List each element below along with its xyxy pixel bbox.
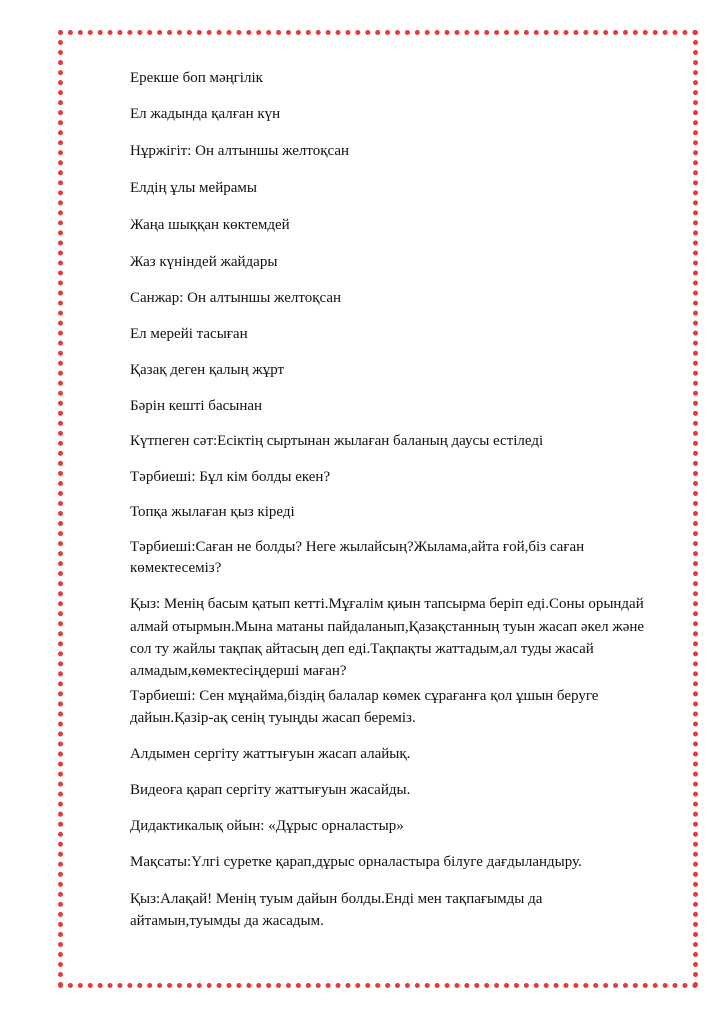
text-line: Тәрбиеші: Бұл кім болды екен? — [130, 469, 331, 485]
text-line: Жаңа шыққан көктемдей — [130, 217, 290, 233]
text-line: Топқа жылаған қыз кіреді — [130, 504, 295, 520]
text-line: Ерекше боп мәңгілік — [130, 70, 263, 86]
text-line: Тәрбиеші:Саған не болды? Неге жылайсың?Жылама,айта ғой,біз саған — [130, 539, 585, 555]
text-line: Мақсаты:Үлгі суретке қарап,дұрыс орналастыра білуге дағдыландыру. — [130, 854, 582, 870]
text-line: Қазақ деген қалың жұрт — [130, 362, 285, 378]
text-line: Жаз күніндей жайдары — [130, 254, 278, 270]
text-line: айтамын,туымды да жасадым. — [130, 913, 324, 929]
text-line: Елдің ұлы мейрамы — [130, 180, 257, 196]
text-line: Нұржігіт: Он алтыншы желтоқсан — [130, 143, 350, 159]
text-line: Ел мерейі тасыған — [130, 326, 248, 342]
text-line: Ел жадында қалған күн — [130, 106, 281, 122]
text-line: Қыз:Алақай! Менің туым дайын болды.Енді мен тақпағымды да — [130, 891, 543, 907]
text-line: Бәрін кешті басынан — [130, 398, 263, 414]
text-line: Тәрбиеші: Сен мұңайма,біздің балалар көмек сұрағанға қол ұшын беруге — [130, 688, 599, 704]
text-line: Санжар: Он алтыншы желтоқсан — [130, 290, 342, 306]
text-line: алмай отырмын.Мына матаны пайдаланып,Қазақстанның туын жасап әкел және — [130, 619, 645, 635]
text-line: Дидактикалық ойын: «Дұрыс орналастыр» — [130, 818, 404, 834]
text-line: сол ту жайлы тақпақ айтасың деп еді.Тақпақты жаттадым,ал туды жасай — [130, 641, 594, 657]
text-line: Алдымен сергіту жаттығуын жасап алайық. — [130, 746, 411, 762]
text-line: Күтпеген сәт:Есіктің сыртынан жылаған баланың даусы естіледі — [130, 433, 544, 449]
text-line: алмадым,көмектесіңдерші маған? — [130, 663, 347, 679]
text-line: дайын.Қазір-ақ сенің туыңды жасап береміз. — [130, 710, 416, 726]
text-line: көмектесеміз? — [130, 560, 222, 576]
text-line: Видеоға қарап сергіту жаттығуын жасайды. — [130, 782, 411, 798]
text-line: Қыз: Менің басым қатып кетті.Мұғалім қиын тапсырма беріп еді.Соны орындай — [130, 596, 644, 612]
